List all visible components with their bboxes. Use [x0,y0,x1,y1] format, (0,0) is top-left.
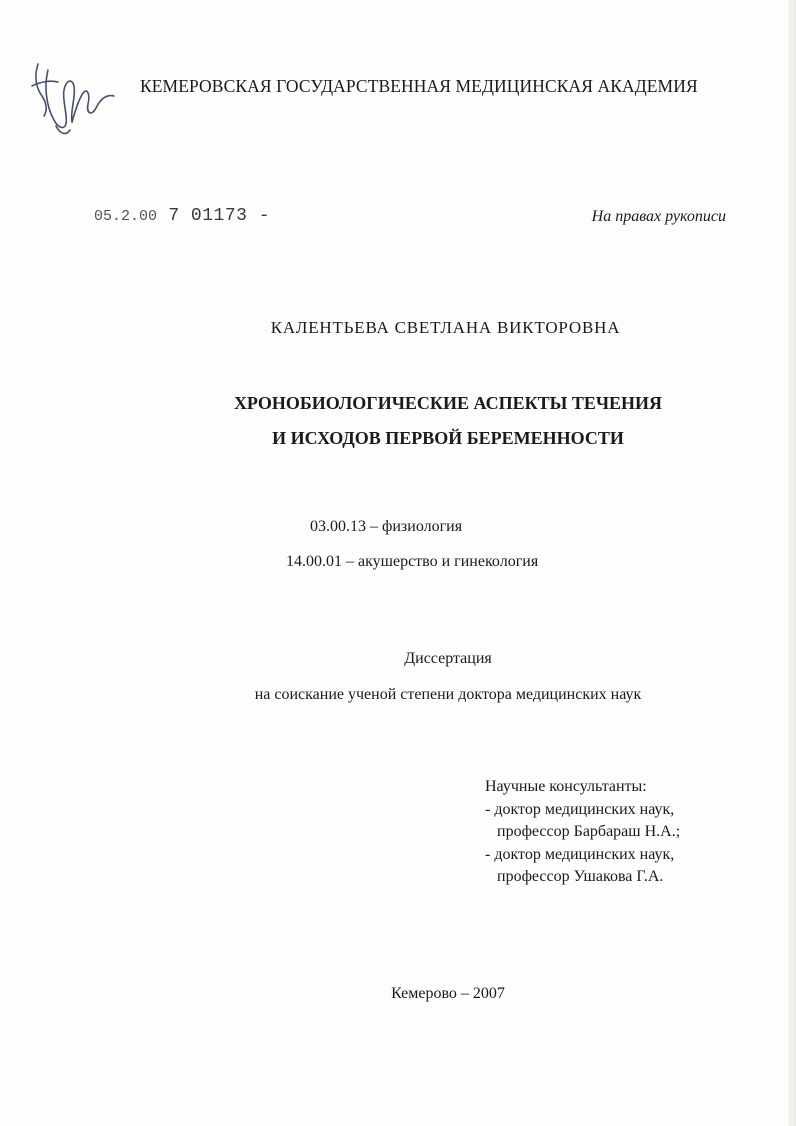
specialty-physiology: 03.00.13 – физиология [310,518,463,535]
dissertation-label-block [0,650,796,668]
specialty-obstetrics: 14.00.01 – акушерство и гинекология [286,553,539,570]
stamp-number: 7 01173 - [168,206,271,226]
manuscript-rights-note: На правах рукописи [591,208,726,225]
degree-text: на соискание ученой степени доктора медицинских наук [254,686,642,703]
author-name-block [0,318,796,338]
dissertation-title [0,386,796,456]
title-line-2: И ИСХОДОВ ПЕРВОЙ БЕРЕМЕННОСТИ [272,428,624,448]
consultants-heading: Научные консультанты: [485,778,647,795]
handwritten-signature [26,56,120,140]
degree-text-block [0,686,796,704]
archive-stamp [94,206,270,226]
city-year: Кемерово – 2007 [391,985,505,1002]
author-name: КАЛЕНТЬЕВА СВЕТЛАНА ВИКТОРОВНА [270,318,621,337]
dissertation-label: Диссертация [404,650,492,667]
page-edge-shadow [788,0,796,1126]
consultant-2-degree: - доктор медицинских наук, [485,845,675,863]
title-line-1: ХРОНОБИОЛОГИЧЕСКИЕ АСПЕКТЫ ТЕЧЕНИЯ [233,393,663,413]
city-year-block [0,985,796,1003]
consultant-2-name: профессор Ушакова Г.А. [497,868,664,885]
consultant-1-name: профессор Барбараш Н.А.; [497,823,681,840]
consultant-1-degree: - доктор медицинских наук, [485,800,675,818]
stamp-date: 05.2.00 [94,208,158,225]
academy-name: КЕМЕРОВСКАЯ ГОСУДАРСТВЕННАЯ МЕДИЦИНСКАЯ АКАДЕМИЯ [140,76,698,96]
scientific-consultants [485,776,680,889]
